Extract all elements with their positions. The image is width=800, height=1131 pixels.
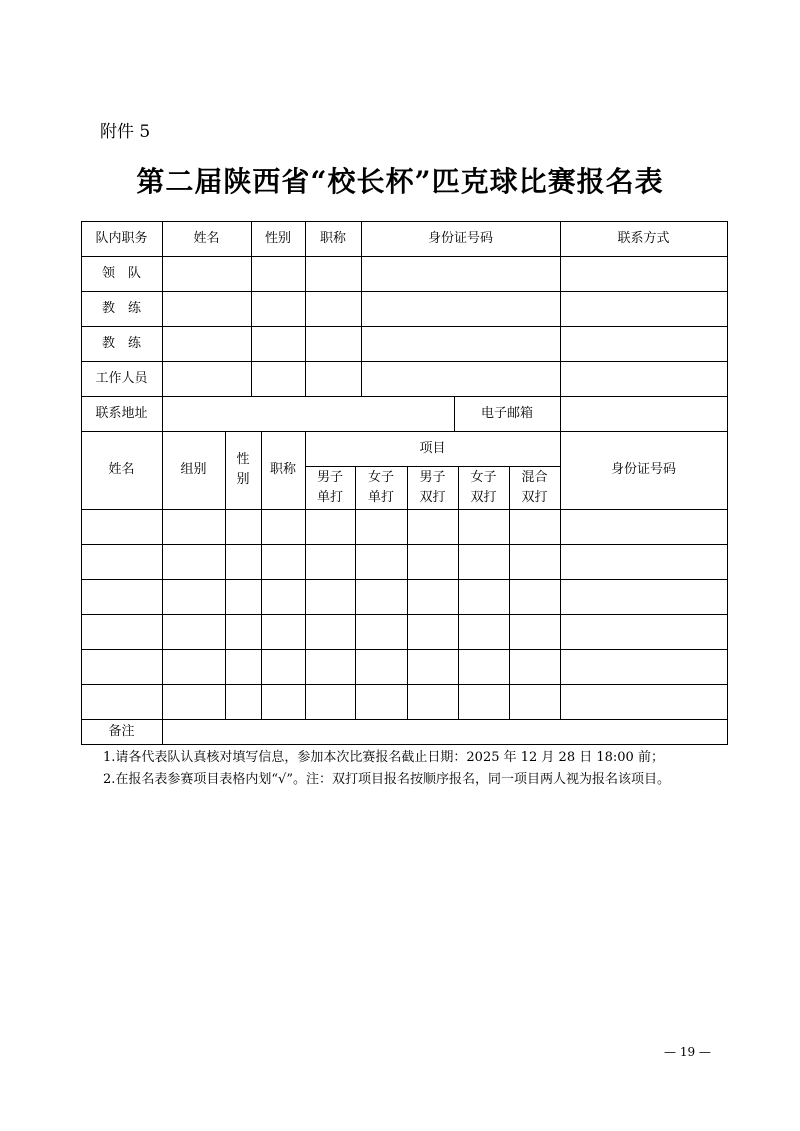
attachment-label: 附件 5: [100, 122, 151, 142]
role-coach: 教 练: [101, 335, 141, 351]
header-name: 姓名: [193, 230, 220, 246]
address-label: 联系地址: [95, 405, 148, 421]
remarks-label: 备注: [108, 723, 135, 739]
email-label: 电子邮箱: [480, 405, 533, 421]
form-title: 第二届陕西省“校长杯”匹克球比赛报名表: [136, 165, 664, 198]
header-id-number: 身份证号码: [427, 230, 493, 246]
player-header-events: 项目: [419, 440, 446, 456]
player-header-gender: 性 别: [236, 452, 250, 487]
role-coach: 教 练: [101, 300, 141, 316]
player-header-title: 职称: [269, 462, 296, 477]
header-contact: 联系方式: [617, 230, 670, 246]
event-mens-doubles: 男子 双打: [419, 469, 446, 505]
page-number: — 19 —: [664, 1045, 711, 1059]
role-team-leader: 领 队: [101, 265, 141, 281]
header-team-role: 队内职务: [95, 230, 148, 246]
player-header-id-number: 身份证号码: [610, 462, 676, 477]
event-womens-doubles: 女子 双打: [470, 469, 497, 505]
header-gender: 性别: [264, 230, 291, 246]
role-staff: 工作人员: [95, 370, 148, 386]
event-mixed-doubles: 混合 双打: [521, 469, 548, 505]
player-header-name: 姓名: [108, 462, 135, 477]
note-instructions: 2.在报名表参赛项目表格内划“√”。注：双打项目报名按顺序报名，同一项目两人视为报名该项目。: [103, 772, 670, 787]
event-mens-singles: 男子 单打: [316, 469, 343, 505]
player-header-group: 组别: [180, 462, 207, 477]
event-womens-singles: 女子 单打: [367, 469, 394, 505]
header-title: 职称: [319, 230, 346, 246]
note-deadline: 1.请各代表队认真核对填写信息，参加本次比赛报名截止日期：2025 年 12 月 28 日 18:00 前；: [103, 750, 664, 765]
registration-table: [81, 221, 728, 745]
